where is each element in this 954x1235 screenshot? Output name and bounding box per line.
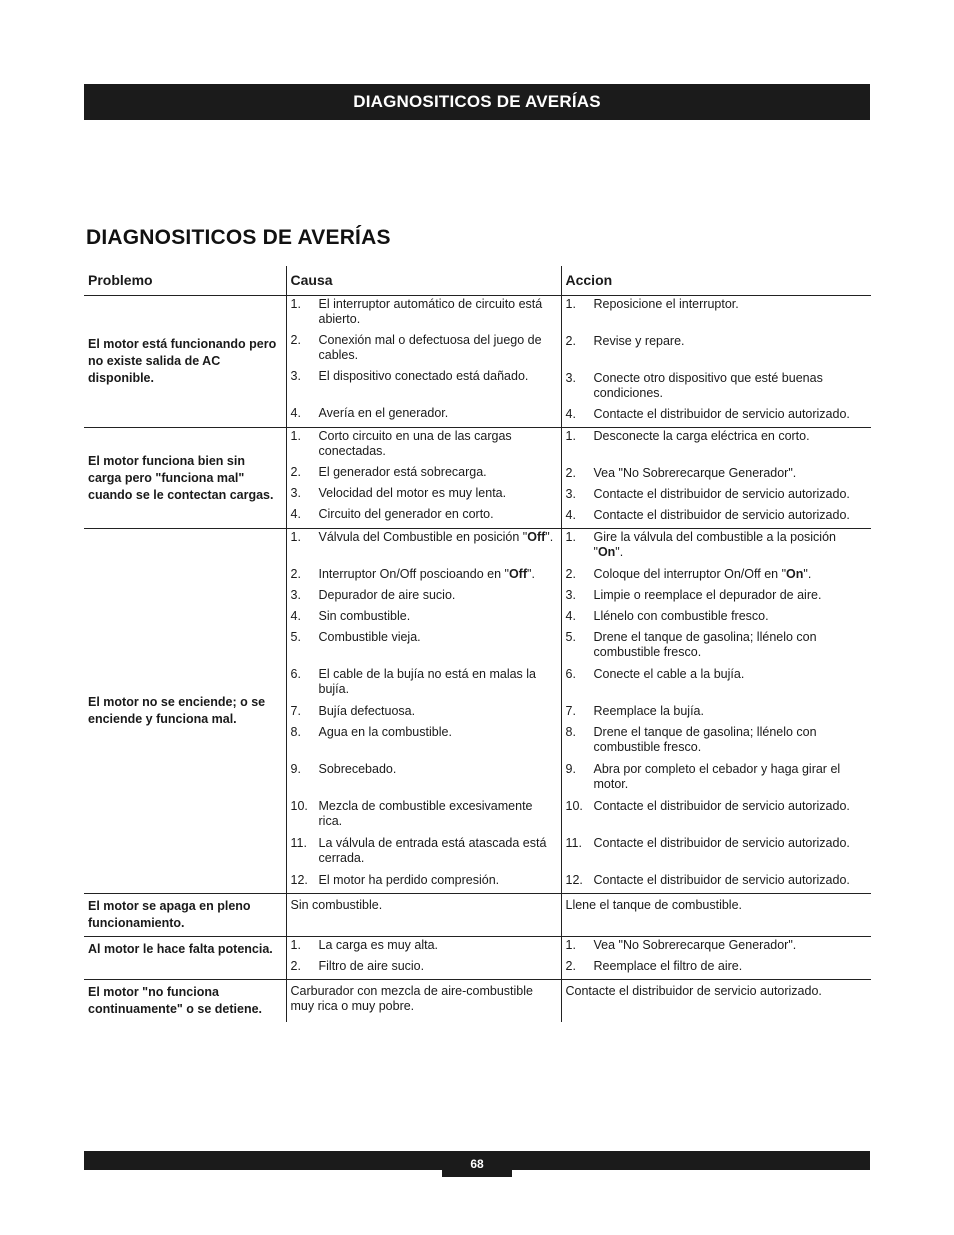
action-cell: Llene el tanque de combustible. [561, 894, 871, 937]
item-text: El interruptor automático de circuito está abierto. [318, 297, 543, 326]
item-text: Revise y repare. [593, 334, 685, 348]
item-number: 10. [565, 799, 583, 813]
item-text: Llénelo con combustible fresco. [593, 609, 769, 623]
item-number: 3. [565, 487, 576, 501]
item-text: Depurador de aire sucio. [318, 588, 456, 602]
item-number: 2. [290, 567, 301, 581]
table-row [84, 296, 871, 428]
list-item [291, 405, 557, 426]
item-number: 2. [290, 333, 301, 347]
action-cell [561, 296, 871, 428]
item-text: Mezcla de combustible excesivamente rica. [318, 799, 533, 828]
item-number: 9. [565, 762, 576, 776]
item-text: Conexión mal o defectuosa del juego de cables. [318, 333, 542, 362]
item-number: 1. [290, 530, 301, 544]
column-header-action: Accion [561, 266, 871, 296]
item-text: Filtro de aire sucio. [318, 959, 425, 973]
item-text: Combustible vieja. [318, 630, 421, 644]
list-item [291, 428, 557, 464]
list-item [566, 465, 868, 486]
problem-cell: El motor está funcionando pero no existe salida de AC disponible. [88, 337, 277, 385]
item-number: 3. [290, 369, 301, 383]
item-number: 3. [290, 486, 301, 500]
item-text: La válvula de entrada está atascada está cerrada. [318, 836, 547, 865]
list-item [566, 872, 868, 893]
item-text: Interruptor On/Off poscioando en "Off". [318, 567, 535, 581]
item-text: Abra por completo el cebador y haga girar el motor. [593, 762, 841, 791]
cause-cell [286, 529, 561, 894]
item-number: 11. [565, 836, 582, 850]
item-number: 3. [565, 371, 576, 385]
list-item [566, 566, 868, 587]
item-number: 10. [290, 799, 308, 813]
item-text: Conecte el cable a la bujía. [593, 667, 745, 681]
list-item [291, 724, 557, 761]
list-item [566, 835, 868, 872]
action-cell [561, 428, 871, 529]
cause-list [291, 529, 557, 893]
item-text: Bujía defectuosa. [318, 704, 416, 718]
list-item [566, 608, 868, 629]
item-number: 12. [565, 873, 583, 887]
item-text: Reposicione el interruptor. [593, 297, 739, 311]
item-text: Limpie o reemplace el depurador de aire. [593, 588, 822, 602]
item-text: Sin combustible. [318, 609, 411, 623]
list-item [566, 587, 868, 608]
item-text: El dispositivo conectado está dañado. [318, 369, 529, 383]
table-row [84, 937, 871, 980]
item-text: Drene el tanque de gasolina; llénelo con combustible fresco. [593, 725, 817, 754]
list-item [566, 296, 868, 333]
item-text: Avería en el generador. [318, 406, 449, 420]
list-item [566, 406, 868, 427]
page-number: 68 [442, 1151, 512, 1177]
list-item [566, 761, 868, 798]
list-item [291, 608, 557, 629]
item-text: Coloque del interruptor On/Off en "On". [593, 567, 812, 581]
item-text: Desconecte la carga eléctrica en corto. [593, 429, 810, 443]
item-text: Reemplace la bujía. [593, 704, 704, 718]
table-row [84, 428, 871, 529]
problem-cell: El motor se apaga en pleno funcionamiento. [88, 899, 251, 930]
list-item [291, 587, 557, 608]
column-header-problem: Problemo [84, 266, 286, 296]
item-number: 6. [290, 667, 301, 681]
item-number: 7. [290, 704, 301, 718]
list-item [291, 506, 557, 527]
item-number: 1. [565, 530, 576, 544]
table-header-row [84, 266, 871, 296]
list-item [291, 368, 557, 405]
item-text: Contacte el distribuidor de servicio autorizado. [593, 799, 850, 813]
item-number: 4. [290, 406, 301, 420]
item-number: 4. [290, 609, 301, 623]
list-item [566, 529, 868, 566]
item-text: Drene el tanque de gasolina; llénelo con combustible fresco. [593, 630, 817, 659]
item-text: Contacte el distribuidor de servicio autorizado. [593, 407, 850, 421]
list-item [291, 958, 557, 979]
item-number: 12. [290, 873, 308, 887]
list-item [566, 629, 868, 666]
item-number: 1. [290, 429, 301, 443]
item-text: Contacte el distribuidor de servicio autorizado. [593, 836, 850, 850]
item-number: 2. [565, 334, 576, 348]
list-item [291, 629, 557, 666]
problem-cell: Al motor le hace falta potencia. [88, 942, 273, 956]
action-cell [561, 937, 871, 980]
list-item [291, 798, 557, 835]
list-item [566, 937, 868, 958]
item-number: 11. [290, 836, 307, 850]
list-item [291, 296, 557, 332]
cause-cell [286, 428, 561, 529]
list-item [566, 486, 868, 507]
item-number: 2. [290, 959, 301, 973]
item-text: Agua en la combustible. [318, 725, 452, 739]
item-text: Sobrecebado. [318, 762, 397, 776]
list-item [566, 333, 868, 370]
problem-cell: El motor funciona bien sin carga pero "funciona mal" cuando se le contectan cargas. [88, 453, 274, 502]
item-text: Velocidad del motor es muy lenta. [318, 486, 507, 500]
list-item [566, 428, 868, 465]
item-number: 6. [565, 667, 576, 681]
item-number: 4. [565, 407, 576, 421]
item-text: El cable de la bujía no está en malas la bujía. [318, 667, 536, 696]
header-banner: DIAGNOSITICOS DE AVERÍAS [84, 84, 870, 120]
action-cell: Contacte el distribuidor de servicio autorizado. [561, 980, 871, 1023]
list-item [291, 872, 557, 893]
table-row [84, 980, 871, 1023]
problem-cell: El motor "no funciona continuamente" o se detiene. [88, 985, 263, 1016]
item-text: Contacte el distribuidor de servicio autorizado. [593, 508, 850, 522]
list-item [566, 958, 868, 979]
list-item [291, 529, 557, 566]
list-item [291, 464, 557, 485]
list-item [291, 835, 557, 872]
item-text: La carga es muy alta. [318, 938, 439, 952]
action-cell [561, 529, 871, 894]
list-item [291, 761, 557, 798]
item-text: Vea "No Sobrerecarque Generador". [593, 466, 797, 480]
list-item [566, 370, 868, 406]
list-item [291, 332, 557, 368]
table-row [84, 529, 871, 894]
cause-cell: Sin combustible. [286, 894, 561, 937]
list-item [291, 666, 557, 703]
list-item [291, 703, 557, 724]
item-text: Vea "No Sobrerecarque Generador". [593, 938, 797, 952]
item-number: 4. [565, 508, 576, 522]
item-number: 4. [290, 507, 301, 521]
item-number: 3. [290, 588, 301, 602]
item-text: Corto circuito en una de las cargas conectadas. [318, 429, 512, 458]
action-list [566, 529, 868, 893]
item-text: Contacte el distribuidor de servicio autorizado. [593, 873, 850, 887]
item-number: 1. [565, 297, 576, 311]
item-text: El motor ha perdido compresión. [318, 873, 500, 887]
item-text: Circuito del generador en corto. [318, 507, 494, 521]
list-item [566, 724, 868, 761]
item-text: El generador está sobrecarga. [318, 465, 487, 479]
item-text: Contacte el distribuidor de servicio autorizado. [593, 487, 850, 501]
item-text: Conecte otro dispositivo que esté buenas condiciones. [593, 371, 823, 400]
item-text: Reemplace el filtro de aire. [593, 959, 743, 973]
list-item [291, 566, 557, 587]
item-number: 1. [565, 938, 576, 952]
list-item [291, 485, 557, 506]
column-header-cause: Causa [286, 266, 561, 296]
item-number: 2. [565, 959, 576, 973]
page-title: DIAGNOSITICOS DE AVERÍAS [86, 226, 391, 249]
item-number: 5. [565, 630, 576, 644]
item-number: 5. [290, 630, 301, 644]
item-number: 3. [565, 588, 576, 602]
list-item [566, 798, 868, 835]
item-number: 2. [565, 466, 576, 480]
troubleshooting-table [84, 266, 871, 1022]
item-number: 1. [290, 938, 301, 952]
cause-cell [286, 296, 561, 428]
list-item [566, 666, 868, 703]
list-item [566, 507, 868, 528]
table-row [84, 894, 871, 937]
item-number: 1. [565, 429, 576, 443]
item-number: 1. [290, 297, 301, 311]
item-number: 8. [565, 725, 576, 739]
item-number: 8. [290, 725, 301, 739]
item-number: 4. [565, 609, 576, 623]
list-item [566, 703, 868, 724]
cause-cell [286, 937, 561, 980]
item-number: 7. [565, 704, 576, 718]
item-number: 9. [290, 762, 301, 776]
item-number: 2. [565, 567, 576, 581]
list-item [291, 937, 557, 958]
item-number: 2. [290, 465, 301, 479]
problem-cell: El motor no se enciende; o se enciende y funciona mal. [88, 695, 266, 726]
item-text: Gire la válvula del combustible a la posición "On". [593, 530, 836, 559]
item-text: Válvula del Combustible en posición "Off". [318, 530, 554, 544]
cause-cell: Carburador con mezcla de aire-combustible muy rica o muy pobre. [286, 980, 561, 1023]
